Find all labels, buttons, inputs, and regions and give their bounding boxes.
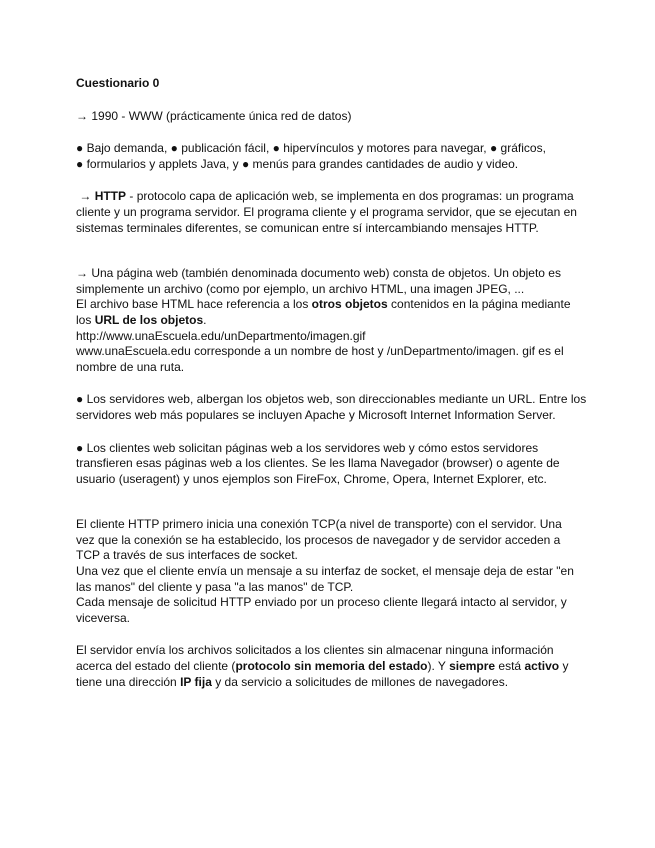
- tcp-line: El cliente HTTP primero inicia una conexión TCP(a nivel de transporte) con el servidor. Una: [76, 517, 562, 532]
- clients-paragraph: [76, 441, 586, 488]
- web-page-paragraph: [76, 266, 586, 375]
- web-page-line: simplemente un archivo (como por ejemplo, un archivo HTML, una imagen JPEG, ...: [76, 281, 525, 296]
- http-term: HTTP: [94, 189, 127, 204]
- arrow-glyph: →: [76, 108, 88, 123]
- clients-line: transfieren esas páginas web a los clientes. Se les llama Navegador (browser) o agente de: [76, 456, 560, 471]
- bold-term: activo: [524, 659, 560, 674]
- tcp-line: las manos" del cliente y pasa "a las manos" de TCP.: [76, 579, 354, 594]
- arrow-glyph: →: [79, 189, 92, 204]
- servers-line: ● Los servidores web, albergan los objetos web, son direccionables mediante un URL. Entre los: [76, 392, 587, 407]
- http-line1-text: - protocolo capa de aplicación web, se implementa en dos programas: un programa: [126, 189, 574, 204]
- tcp-line: Cada mensaje de solicitud HTTP enviado por un proceso cliente llegará intacto al servidor, y: [76, 595, 567, 610]
- web-page-line: los URL de los objetos.: [76, 312, 207, 327]
- document-content: [76, 76, 586, 690]
- bold-term: protocolo sin memoria del estado: [235, 659, 428, 674]
- tcp-line: vez que la conexión se ha establecido, los procesos de navegador y de servidor acceden a: [76, 532, 561, 547]
- clients-line: ● Los clientes web solicitan páginas web a los servidores web y cómo estos servidores: [76, 440, 539, 455]
- web-page-line: nombre de una ruta.: [76, 359, 185, 374]
- bold-term: otros objetos: [311, 297, 388, 312]
- http-line: [76, 189, 586, 205]
- bold-term: URL de los objetos: [94, 312, 204, 327]
- tcp-line: Una vez que el cliente envía un mensaje a su interfaz de socket, el mensaje deja de estar "en: [76, 564, 574, 579]
- servers-paragraph: [76, 392, 586, 423]
- http-paragraph: [76, 189, 586, 236]
- tcp-paragraph: [76, 517, 586, 626]
- bold-term: siempre: [449, 659, 496, 674]
- intro-text: 1990 - WWW (prácticamente única red de datos): [91, 108, 352, 123]
- stateless-paragraph: [76, 643, 586, 690]
- http-line: sistemas terminales diferentes, se comunican entre sí intercambiando mensajes HTTP.: [76, 220, 539, 235]
- stateless-line: acerca del estado del cliente (protocolo sin memoria del estado). Y siempre está activo y: [76, 659, 569, 674]
- tcp-line: viceversa.: [76, 610, 131, 625]
- tcp-line: TCP a través de sus interfaces de socket.: [76, 548, 298, 563]
- stateless-line: tiene una dirección IP fija y da servicio a solicitudes de millones de navegadores.: [76, 674, 509, 689]
- web-page-line: → Una página web (también denominada documento web) consta de objetos. Un objeto es: [76, 266, 561, 281]
- document-title: Cuestionario 0: [76, 76, 160, 90]
- features-paragraph: [76, 141, 586, 172]
- web-page-line: www.unaEscuela.edu corresponde a un nombre de host y /unDepartmento/imagen. gif es el: [76, 344, 564, 359]
- servers-line: servidores web más populares se incluyen Apache y Microsoft Internet Information Server.: [76, 407, 556, 422]
- url-example: http://www.unaEscuela.edu/unDepartmento/imagen.gif: [76, 328, 366, 343]
- intro-paragraph: [76, 109, 586, 125]
- stateless-line: El servidor envía los archivos solicitados a los clientes sin almacenar ninguna información: [76, 643, 554, 658]
- features-line: ● Bajo demanda, ● publicación fácil, ● hipervínculos y motores para navegar, ● gráficos,: [76, 141, 546, 156]
- http-line: cliente y un programa servidor. El programa cliente y el programa servidor, que se ejecutan en: [76, 204, 577, 219]
- web-page-line: El archivo base HTML hace referencia a los otros objetos contenidos en la página mediante: [76, 297, 571, 312]
- features-line: ● formularios y applets Java, y ● menús para grandes cantidades de audio y video.: [76, 156, 519, 171]
- clients-line: usuario (useragent) y unos ejemplos son FireFox, Chrome, Opera, Internet Explorer, etc.: [76, 471, 547, 486]
- bold-term: IP fija: [180, 674, 212, 689]
